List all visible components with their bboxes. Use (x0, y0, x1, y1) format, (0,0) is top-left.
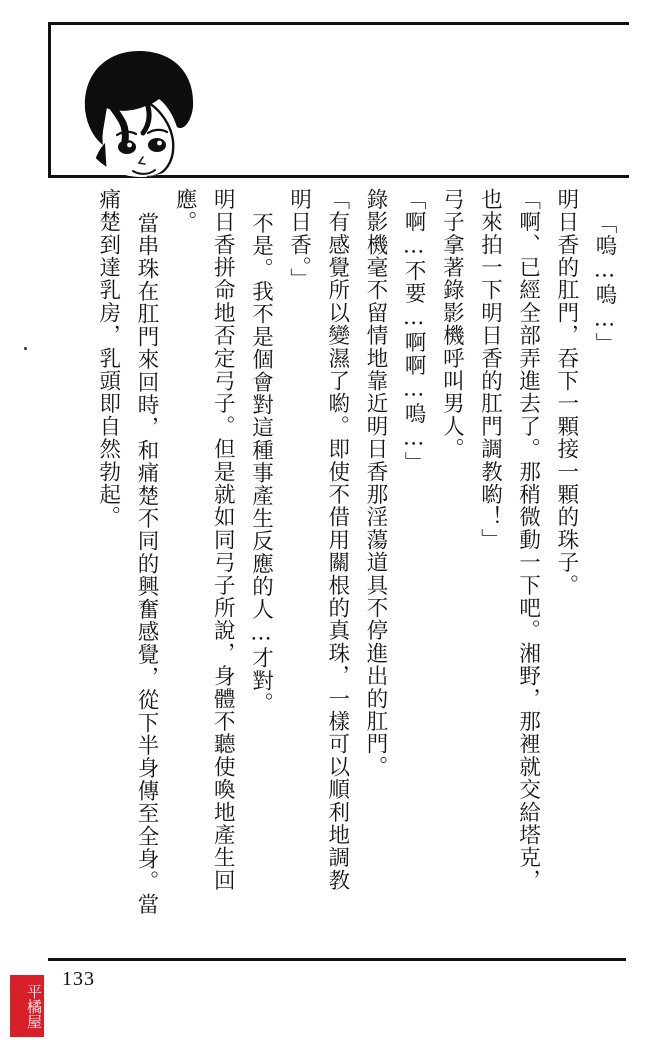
portrait-avatar (77, 49, 205, 177)
footer-divider (48, 958, 626, 961)
text-column: 弓子拿著錄影機呼叫男人。 (439, 188, 465, 461)
text-column: 「啊、已經全部弄進去了。那稍微動一下吧。湘野，那裡就交給塔克， (515, 188, 541, 892)
text-column: 應。 (172, 188, 198, 234)
text-column: 「啊…不要…啊啊…嗚…」 (401, 188, 427, 475)
text-column: 錄影機毫不留情地靠近明日香那淫蕩道具不停進出的肛門。 (362, 188, 388, 779)
text-column: 「有感覺所以變濕了喲。即使不借用關根的真珠，一樣可以順利地調教 (324, 188, 350, 892)
portrait-artwork (77, 49, 205, 177)
text-column: 「嗚…嗚…」 (592, 212, 617, 356)
text-column: 明日香的肛門，吞下一顆接一顆的珠子。 (553, 188, 579, 597)
text-column: 痛楚到達乳房，乳頭即自然勃起。 (95, 188, 121, 529)
page-number: 133 (62, 968, 95, 990)
story-text-block (60, 188, 620, 948)
text-column: 也來拍一下明日香的肛門調教喲！」 (477, 188, 503, 552)
publisher-seal: 平橘屋 (10, 975, 44, 1037)
text-column: 明日香。」 (286, 188, 312, 291)
text-column: 不是。我不是個會對這種事產生反應的人…才對。 (248, 212, 274, 715)
text-column: 明日香拼命地否定弓子。但是就如同弓子所說，身體不聽使喚地產生回 (210, 188, 236, 892)
illustration-panel (48, 22, 629, 178)
text-column: 當串珠在肛門來回時，和痛楚不同的興奮感覺，從下半身傳至全身。當 (133, 212, 159, 916)
page-speck (24, 347, 27, 350)
